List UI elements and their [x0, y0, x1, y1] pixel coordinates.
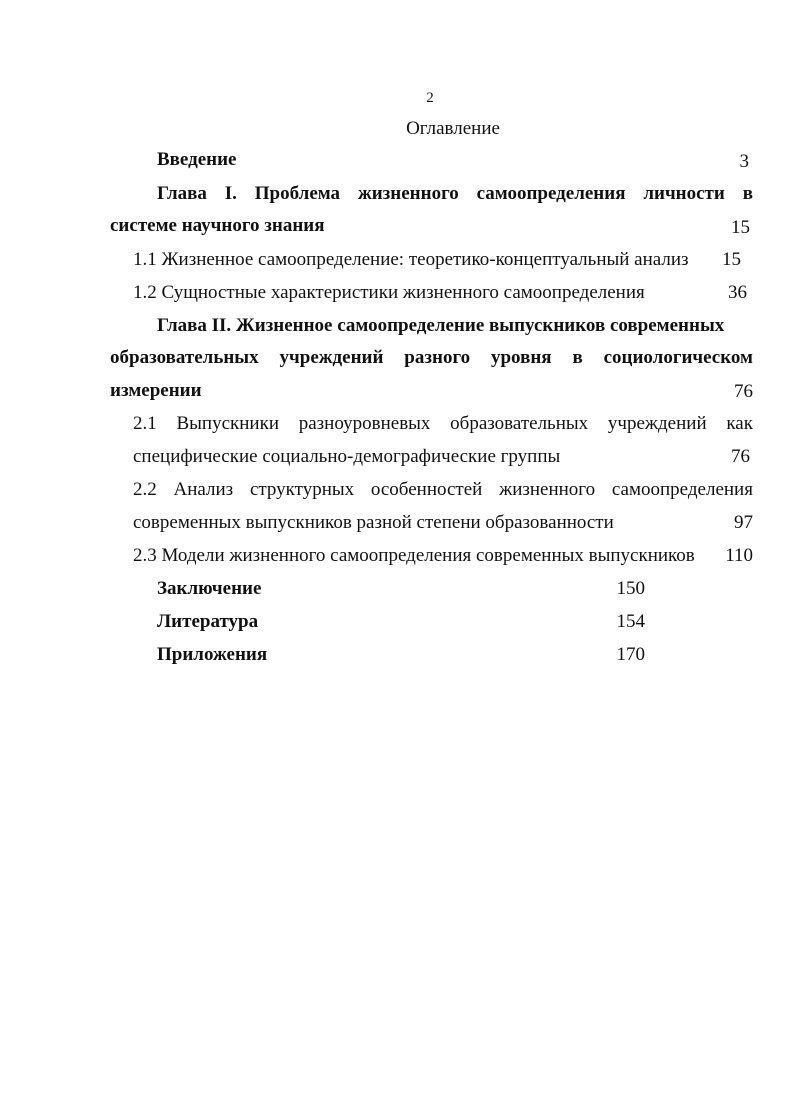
- word: как: [726, 413, 753, 434]
- word: Анализ: [173, 479, 234, 500]
- toc-page-appendices: 170: [616, 644, 645, 665]
- toc-entry-chapter2-line2[interactable]: [110, 346, 753, 370]
- toc-entry-section-2-3[interactable]: 2.3 Модели жизненного самоопределения современных выпускников: [133, 545, 695, 566]
- word: особенностей: [370, 479, 483, 500]
- toc-entry-introduction[interactable]: Введение: [157, 149, 237, 170]
- word: Выпускники: [176, 413, 279, 434]
- word: в: [742, 183, 753, 204]
- word: 2.2: [133, 479, 157, 500]
- toc-page-section-2-1: 76: [731, 446, 750, 467]
- word: уровня: [490, 347, 552, 368]
- word: образовательных: [110, 347, 259, 368]
- word: разного: [404, 347, 471, 368]
- toc-page-conclusion: 150: [616, 578, 645, 599]
- word: образовательных: [450, 413, 589, 434]
- toc-entry-chapter1-line2[interactable]: системе научного знания: [110, 215, 325, 236]
- word: самоопределения: [611, 479, 753, 500]
- word: учреждений: [607, 413, 707, 434]
- toc-entry-section-1-1[interactable]: 1.1 Жизненное самоопределение: теоретико-концептуальный анализ: [133, 249, 689, 270]
- toc-page-literature: 154: [616, 611, 645, 632]
- page-number: 2: [426, 90, 434, 106]
- word: Проблема: [254, 183, 341, 204]
- toc-entry-chapter2-line1[interactable]: Глава II. Жизненное самоопределение выпускников современных: [157, 315, 725, 336]
- toc-entry-chapter2-line3[interactable]: измерении: [110, 380, 202, 401]
- word: учреждений: [279, 347, 384, 368]
- toc-page-section-1-2: 36: [728, 282, 747, 303]
- word: личности: [643, 183, 725, 204]
- toc-entry-chapter1-line1[interactable]: [157, 182, 753, 206]
- toc-entry-appendices[interactable]: Приложения: [157, 644, 268, 665]
- word: социологическом: [603, 347, 753, 368]
- toc-entry-section-2-1-line1[interactable]: [133, 412, 753, 436]
- toc-page-section-2-2: 97: [734, 512, 753, 533]
- toc-page-section-1-1: 15: [722, 249, 741, 270]
- word: разноуровневых: [298, 413, 431, 434]
- word: 2.1: [133, 413, 157, 434]
- word: I.: [224, 183, 237, 204]
- toc-page-section-2-3: 110: [725, 545, 753, 566]
- toc-entry-conclusion[interactable]: Заключение: [157, 578, 262, 599]
- toc-entry-section-2-2-line1[interactable]: [133, 478, 753, 502]
- word: жизненного: [499, 479, 596, 500]
- toc-page-chapter2: 76: [734, 381, 753, 402]
- word: в: [572, 347, 583, 368]
- word: самоопределения: [476, 183, 626, 204]
- word: жизненного: [357, 183, 459, 204]
- word: Глава: [157, 183, 207, 204]
- toc-page-chapter1: 15: [731, 217, 750, 238]
- word: структурных: [249, 479, 355, 500]
- toc-title: Оглавление: [406, 118, 500, 139]
- toc-entry-section-2-2-line2[interactable]: современных выпускников разной степени образованности: [133, 512, 614, 533]
- toc-entry-section-1-2[interactable]: 1.2 Сущностные характеристики жизненного самоопределения: [133, 282, 645, 303]
- toc-entry-section-2-1-line2[interactable]: специфические социально-демографические группы: [133, 446, 561, 467]
- toc-page-introduction: 3: [739, 151, 749, 172]
- toc-entry-literature[interactable]: Литература: [157, 611, 259, 632]
